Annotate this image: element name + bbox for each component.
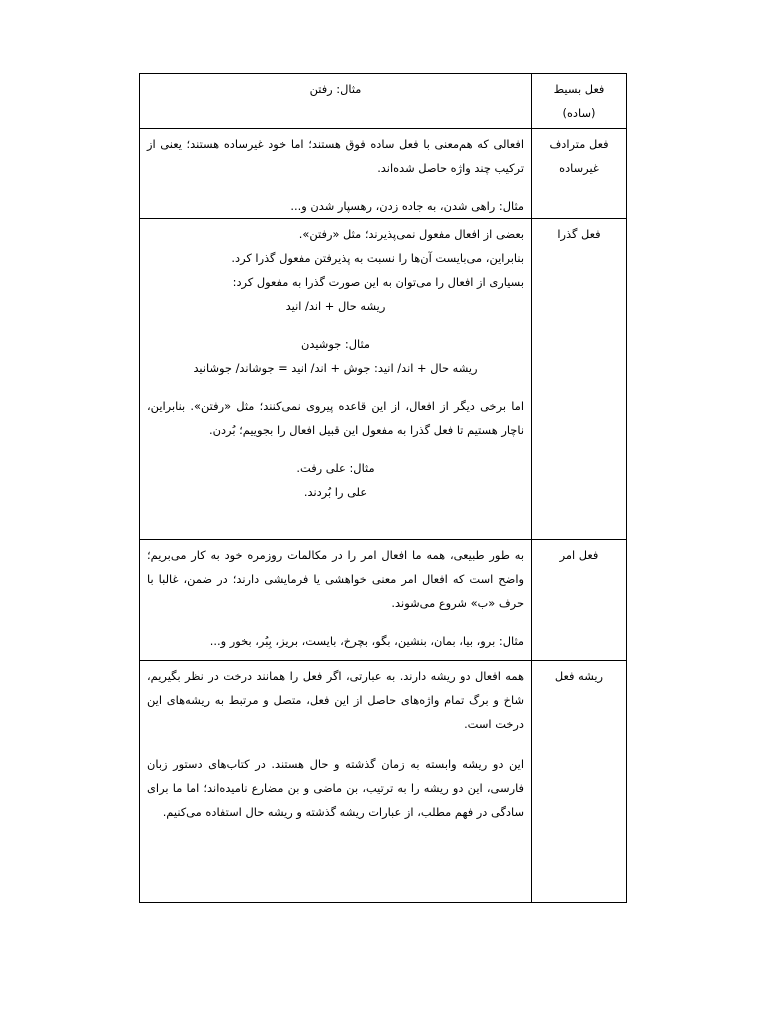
term-cell: [532, 74, 627, 129]
example-text: مثال: رفتن: [309, 82, 362, 96]
formula-text: ریشه حال + اند/ انید: جوش + اند/ انید = جوشاند/ جوشانید: [193, 361, 478, 375]
table-row: [140, 74, 627, 129]
description-cell: [140, 219, 532, 540]
description-cell: [140, 661, 532, 903]
term-label: ریشه فعل: [554, 669, 604, 683]
paragraph: اما برخی دیگر از افعال، از این قاعده پیروی نمی‌کنند؛ مثل «رفتن». بنابراین، ناچار هستیم تا فعل گذرا به مفعول این قبیل افعال را بجوییم؛ بُردن.: [147, 399, 524, 437]
term-cell: [532, 661, 627, 903]
description-cell: [140, 74, 532, 129]
example-text: مثال: جوشیدن: [301, 337, 370, 351]
table-row: [140, 129, 627, 219]
formula-text: ریشه حال + اند/ انید: [285, 299, 386, 313]
paragraph: افعالی که هم‌معنی با فعل ساده فوق هستند؛ اما خود غیرساده هستند؛ یعنی از ترکیب چند واژه حاصل شده‌اند.: [147, 137, 524, 175]
example-text: علی را بُردند.: [303, 485, 368, 499]
example-text: مثال: راهی شدن، به جاده زدن، رهسپار شدن و...: [290, 199, 524, 213]
paragraph: این دو ریشه وابسته به زمان گذشته و حال هستند. در کتاب‌های دستور زبان فارسی، این دو ریشه را به ترتیب، بن ماضی و بن مضارع نامیده‌اند؛ اما ما برای سادگی در فهم مطلب، از عبارات ریشه گذشته و ریشه حال استفاده می‌کنیم.: [147, 757, 524, 819]
paragraph: همه افعال دو ریشه دارند. به عبارتی، اگر فعل را همانند درخت در نظر بگیریم، شاخ و برگ تمام واژه‌های حاصل از این فعل، متصل و مرتبط به ریشه‌های این درخت است.: [147, 669, 524, 731]
table-row: [140, 219, 627, 540]
term-cell: [532, 129, 627, 219]
term-label: فعل مترادف: [549, 137, 609, 151]
example-text: مثال: علی رفت.: [296, 461, 375, 475]
description-cell: [140, 129, 532, 219]
description-cell: [140, 540, 532, 661]
example-text: مثال: برو، بیا، بمان، بنشین، بگو، بچرخ، بایست، بریز، بِبُر، بخور و...: [209, 634, 524, 648]
term-label: فعل امر: [559, 548, 599, 562]
content-table: [139, 73, 627, 903]
table-row: [140, 661, 627, 903]
term-label: فعل گذرا: [557, 227, 601, 241]
paragraph: بسیاری از افعال را می‌توان به این صورت گذرا به مفعول کرد:: [232, 275, 524, 289]
term-label: فعل بسیط: [553, 82, 605, 96]
term-label: (ساده): [562, 106, 596, 120]
table-row: [140, 540, 627, 661]
term-cell: [532, 540, 627, 661]
paragraph: بنابراین، می‌بایست آن‌ها را نسبت به پذیرفتن مفعول گذرا کرد.: [231, 251, 524, 265]
paragraph: به طور طبیعی، همه ما افعال امر را در مکالمات روزمره خود به کار می‌بریم؛ واضح است که افعال امر معنی خواهشی یا فرمایشی دارند؛ در ضمن، غالبا با حرف «ب» شروع می‌شوند.: [147, 548, 524, 610]
paragraph: بعضی از افعال مفعول نمی‌پذیرند؛ مثل «رفتن».: [298, 227, 524, 241]
term-cell: [532, 219, 627, 540]
term-label: غیرساده: [559, 161, 599, 175]
